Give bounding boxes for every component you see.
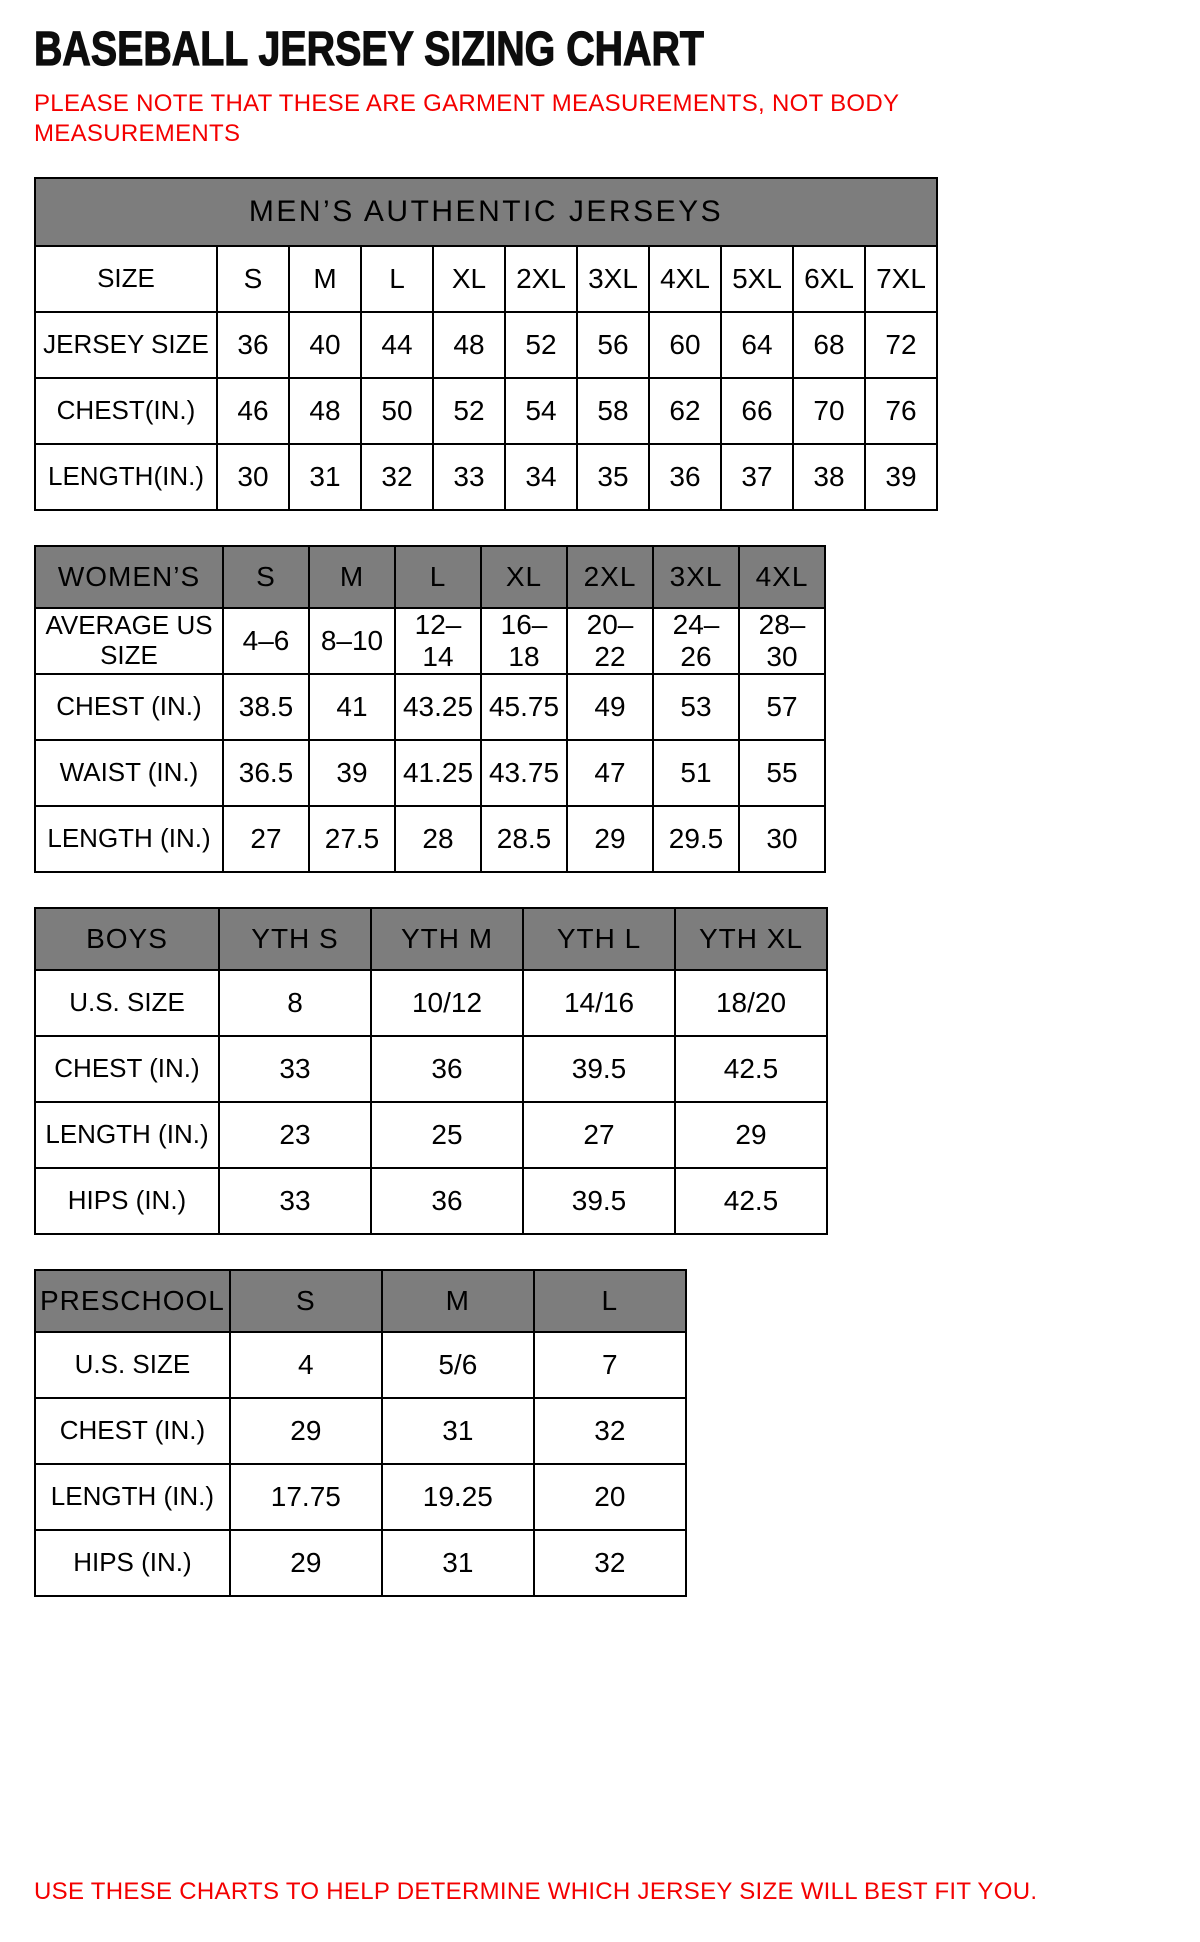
value-cell: 36.5 — [223, 740, 309, 806]
size-column-header: YTH S — [219, 908, 371, 970]
value-cell: 68 — [793, 312, 865, 378]
value-cell: 50 — [361, 378, 433, 444]
value-cell: 36 — [649, 444, 721, 510]
table-row — [35, 312, 937, 378]
value-cell: 6XL — [793, 246, 865, 312]
value-cell: 18/20 — [675, 970, 827, 1036]
value-cell: 27 — [223, 806, 309, 872]
value-cell: 4 — [230, 1332, 382, 1398]
table-row — [35, 246, 937, 312]
row-label: LENGTH(IN.) — [35, 444, 217, 510]
value-cell: 29 — [567, 806, 653, 872]
row-label: U.S. SIZE — [35, 1332, 230, 1398]
value-cell: 30 — [217, 444, 289, 510]
value-cell: 56 — [577, 312, 649, 378]
value-cell: 30 — [739, 806, 825, 872]
value-cell: 27 — [523, 1102, 675, 1168]
table-row — [35, 1530, 686, 1596]
row-label: AVERAGE US SIZE — [35, 608, 223, 674]
value-cell: 48 — [289, 378, 361, 444]
size-column-header: YTH M — [371, 908, 523, 970]
row-label: LENGTH (IN.) — [35, 1102, 219, 1168]
table-row — [35, 806, 825, 872]
value-cell: 4–6 — [223, 608, 309, 674]
value-cell: 17.75 — [230, 1464, 382, 1530]
value-cell: 52 — [433, 378, 505, 444]
row-label: CHEST (IN.) — [35, 1398, 230, 1464]
value-cell: M — [289, 246, 361, 312]
value-cell: 24–26 — [653, 608, 739, 674]
value-cell: 39 — [309, 740, 395, 806]
value-cell: 34 — [505, 444, 577, 510]
value-cell: 28–30 — [739, 608, 825, 674]
value-cell: 28.5 — [481, 806, 567, 872]
value-cell: 46 — [217, 378, 289, 444]
value-cell: 55 — [739, 740, 825, 806]
row-label: LENGTH (IN.) — [35, 806, 223, 872]
value-cell: 41.25 — [395, 740, 481, 806]
size-column-header: S — [230, 1270, 382, 1332]
row-label: WAIST (IN.) — [35, 740, 223, 806]
row-label: CHEST (IN.) — [35, 1036, 219, 1102]
size-column-header: 3XL — [653, 546, 739, 608]
value-cell: S — [217, 246, 289, 312]
table-name-cell: WOMEN’S — [35, 546, 223, 608]
value-cell: 66 — [721, 378, 793, 444]
value-cell: 5/6 — [382, 1332, 534, 1398]
table-row — [35, 608, 825, 674]
value-cell: 29 — [230, 1398, 382, 1464]
table-row — [35, 1398, 686, 1464]
header-row — [35, 908, 827, 970]
womens-sizing-table — [34, 545, 826, 873]
value-cell: 36 — [217, 312, 289, 378]
value-cell: 31 — [382, 1398, 534, 1464]
value-cell: 8 — [219, 970, 371, 1036]
value-cell: 8–10 — [309, 608, 395, 674]
value-cell: 32 — [534, 1398, 686, 1464]
size-column-header: M — [382, 1270, 534, 1332]
fit-guidance-note: USE THESE CHARTS TO HELP DETERMINE WHICH JERSEY SIZE WILL BEST FIT YOU. — [34, 1878, 1038, 1905]
table-row — [35, 444, 937, 510]
table-name-cell: PRESCHOOL — [35, 1270, 230, 1332]
table-row — [35, 1464, 686, 1530]
value-cell: 32 — [534, 1530, 686, 1596]
value-cell: 44 — [361, 312, 433, 378]
value-cell: 54 — [505, 378, 577, 444]
value-cell: 28 — [395, 806, 481, 872]
value-cell: 2XL — [505, 246, 577, 312]
size-column-header: 2XL — [567, 546, 653, 608]
value-cell: 57 — [739, 674, 825, 740]
mens-sizing-table — [34, 177, 938, 511]
value-cell: 70 — [793, 378, 865, 444]
value-cell: 45.75 — [481, 674, 567, 740]
size-column-header: L — [395, 546, 481, 608]
value-cell: 47 — [567, 740, 653, 806]
value-cell: 32 — [361, 444, 433, 510]
size-column-header: YTH XL — [675, 908, 827, 970]
row-label: HIPS (IN.) — [35, 1530, 230, 1596]
size-column-header: YTH L — [523, 908, 675, 970]
size-column-header: L — [534, 1270, 686, 1332]
value-cell: 3XL — [577, 246, 649, 312]
value-cell: 7 — [534, 1332, 686, 1398]
value-cell: 23 — [219, 1102, 371, 1168]
banner-row — [35, 178, 937, 246]
value-cell: 48 — [433, 312, 505, 378]
table-row — [35, 1102, 827, 1168]
value-cell: 4XL — [649, 246, 721, 312]
row-label: CHEST(IN.) — [35, 378, 217, 444]
value-cell: 25 — [371, 1102, 523, 1168]
boys-sizing-table — [34, 907, 828, 1235]
size-column-header: S — [223, 546, 309, 608]
value-cell: 76 — [865, 378, 937, 444]
value-cell: 10/12 — [371, 970, 523, 1036]
value-cell: 36 — [371, 1168, 523, 1234]
value-cell: 29.5 — [653, 806, 739, 872]
value-cell: 20 — [534, 1464, 686, 1530]
value-cell: 29 — [230, 1530, 382, 1596]
header-row — [35, 1270, 686, 1332]
size-column-header: M — [309, 546, 395, 608]
table-banner: MEN’S AUTHENTIC JERSEYS — [35, 178, 937, 246]
value-cell: 38 — [793, 444, 865, 510]
table-row — [35, 970, 827, 1036]
value-cell: 35 — [577, 444, 649, 510]
value-cell: 51 — [653, 740, 739, 806]
table-row — [35, 1168, 827, 1234]
value-cell: 58 — [577, 378, 649, 444]
value-cell: 19.25 — [382, 1464, 534, 1530]
row-label: CHEST (IN.) — [35, 674, 223, 740]
value-cell: 41 — [309, 674, 395, 740]
table-row — [35, 674, 825, 740]
value-cell: 38.5 — [223, 674, 309, 740]
value-cell: 52 — [505, 312, 577, 378]
value-cell: 53 — [653, 674, 739, 740]
size-column-header: XL — [481, 546, 567, 608]
value-cell: 14/16 — [523, 970, 675, 1036]
value-cell: 42.5 — [675, 1036, 827, 1102]
value-cell: 62 — [649, 378, 721, 444]
value-cell: 31 — [289, 444, 361, 510]
value-cell: 36 — [371, 1036, 523, 1102]
value-cell: 49 — [567, 674, 653, 740]
row-label: HIPS (IN.) — [35, 1168, 219, 1234]
value-cell: 39.5 — [523, 1168, 675, 1234]
page-title: BASEBALL JERSEY SIZING CHART — [34, 23, 704, 76]
value-cell: XL — [433, 246, 505, 312]
value-cell: 40 — [289, 312, 361, 378]
value-cell: 43.75 — [481, 740, 567, 806]
value-cell: 60 — [649, 312, 721, 378]
value-cell: 20–22 — [567, 608, 653, 674]
tables-container — [34, 177, 1170, 1597]
size-column-header: 4XL — [739, 546, 825, 608]
value-cell: 39 — [865, 444, 937, 510]
table-row — [35, 1332, 686, 1398]
value-cell: 31 — [382, 1530, 534, 1596]
value-cell: 39.5 — [523, 1036, 675, 1102]
value-cell: 37 — [721, 444, 793, 510]
value-cell: 29 — [675, 1102, 827, 1168]
value-cell: 43.25 — [395, 674, 481, 740]
value-cell: 64 — [721, 312, 793, 378]
table-row — [35, 1036, 827, 1102]
table-row — [35, 740, 825, 806]
value-cell: 72 — [865, 312, 937, 378]
value-cell: 42.5 — [675, 1168, 827, 1234]
value-cell: L — [361, 246, 433, 312]
row-label: JERSEY SIZE — [35, 312, 217, 378]
header-row — [35, 546, 825, 608]
table-name-cell: BOYS — [35, 908, 219, 970]
value-cell: 33 — [219, 1036, 371, 1102]
garment-measurement-note: PLEASE NOTE THAT THESE ARE GARMENT MEASUREMENTS, NOT BODY MEASUREMENTS — [34, 90, 899, 147]
value-cell: 27.5 — [309, 806, 395, 872]
row-label: SIZE — [35, 246, 217, 312]
value-cell: 5XL — [721, 246, 793, 312]
row-label: U.S. SIZE — [35, 970, 219, 1036]
value-cell: 33 — [433, 444, 505, 510]
table-row — [35, 378, 937, 444]
preschool-sizing-table — [34, 1269, 687, 1597]
value-cell: 12–14 — [395, 608, 481, 674]
value-cell: 33 — [219, 1168, 371, 1234]
value-cell: 7XL — [865, 246, 937, 312]
value-cell: 16–18 — [481, 608, 567, 674]
row-label: LENGTH (IN.) — [35, 1464, 230, 1530]
